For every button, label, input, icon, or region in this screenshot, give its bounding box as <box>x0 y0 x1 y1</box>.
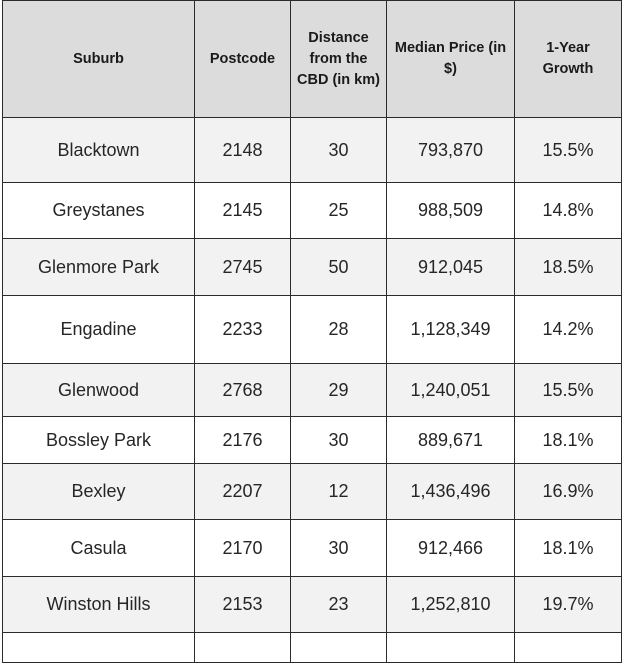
cell-distance: 12 <box>291 464 387 520</box>
cell-postcode: 2176 <box>195 417 291 464</box>
table-row <box>3 464 622 520</box>
cell-distance: 23 <box>291 577 387 633</box>
header-median-price: Median Price (in $) <box>387 1 515 118</box>
cell-distance: 50 <box>291 239 387 296</box>
table-row <box>3 118 622 183</box>
table-row <box>3 364 622 417</box>
cell-distance: 29 <box>291 364 387 417</box>
table-header-row <box>3 1 622 118</box>
suburb-data-table-container <box>2 0 621 640</box>
cell-suburb: Glenwood <box>3 364 195 417</box>
cell-distance: 30 <box>291 118 387 183</box>
table-row <box>3 239 622 296</box>
cell-suburb: Bossley Park <box>3 417 195 464</box>
cell-growth: 18.5% <box>515 239 622 296</box>
cell-median-price: 1,128,349 <box>387 296 515 364</box>
suburb-data-table <box>2 0 622 663</box>
cell-postcode: 2148 <box>195 118 291 183</box>
cell-median-price: 988,509 <box>387 183 515 239</box>
table-row <box>3 520 622 577</box>
header-growth: 1-Year Growth <box>515 1 622 118</box>
table-row <box>3 183 622 239</box>
cell-postcode: 2170 <box>195 520 291 577</box>
cell-growth: 18.1% <box>515 417 622 464</box>
cell-distance: 28 <box>291 296 387 364</box>
cell-postcode: 2207 <box>195 464 291 520</box>
cell-suburb: Greystanes <box>3 183 195 239</box>
cell-growth: 19.7% <box>515 577 622 633</box>
cell-suburb: Engadine <box>3 296 195 364</box>
table-row <box>3 577 622 633</box>
cell-median-price: 1,436,496 <box>387 464 515 520</box>
cell-postcode: 2145 <box>195 183 291 239</box>
cell-suburb: Winston Hills <box>3 577 195 633</box>
cell-median-price: 912,466 <box>387 520 515 577</box>
cell-postcode: 2153 <box>195 577 291 633</box>
cell-distance: 30 <box>291 417 387 464</box>
cell-postcode: 2745 <box>195 239 291 296</box>
cell-postcode: 2768 <box>195 364 291 417</box>
cell-median-price: 889,671 <box>387 417 515 464</box>
table-row <box>3 417 622 464</box>
table-row-partial <box>3 633 622 663</box>
header-postcode: Postcode <box>195 1 291 118</box>
cell-median-price: 1,240,051 <box>387 364 515 417</box>
header-distance: Distance from the CBD (in km) <box>291 1 387 118</box>
cell-distance: 30 <box>291 520 387 577</box>
cell-suburb: Glenmore Park <box>3 239 195 296</box>
cell-growth: 14.2% <box>515 296 622 364</box>
cell-growth: 15.5% <box>515 364 622 417</box>
cell-postcode: 2233 <box>195 296 291 364</box>
cell-growth: 18.1% <box>515 520 622 577</box>
cell-median-price: 912,045 <box>387 239 515 296</box>
cell-suburb: Bexley <box>3 464 195 520</box>
cell-growth: 14.8% <box>515 183 622 239</box>
table-row <box>3 296 622 364</box>
cell-distance: 25 <box>291 183 387 239</box>
cell-median-price: 1,252,810 <box>387 577 515 633</box>
header-suburb: Suburb <box>3 1 195 118</box>
cell-median-price: 793,870 <box>387 118 515 183</box>
cell-growth: 16.9% <box>515 464 622 520</box>
cell-suburb: Casula <box>3 520 195 577</box>
cell-growth: 15.5% <box>515 118 622 183</box>
cell-suburb: Blacktown <box>3 118 195 183</box>
